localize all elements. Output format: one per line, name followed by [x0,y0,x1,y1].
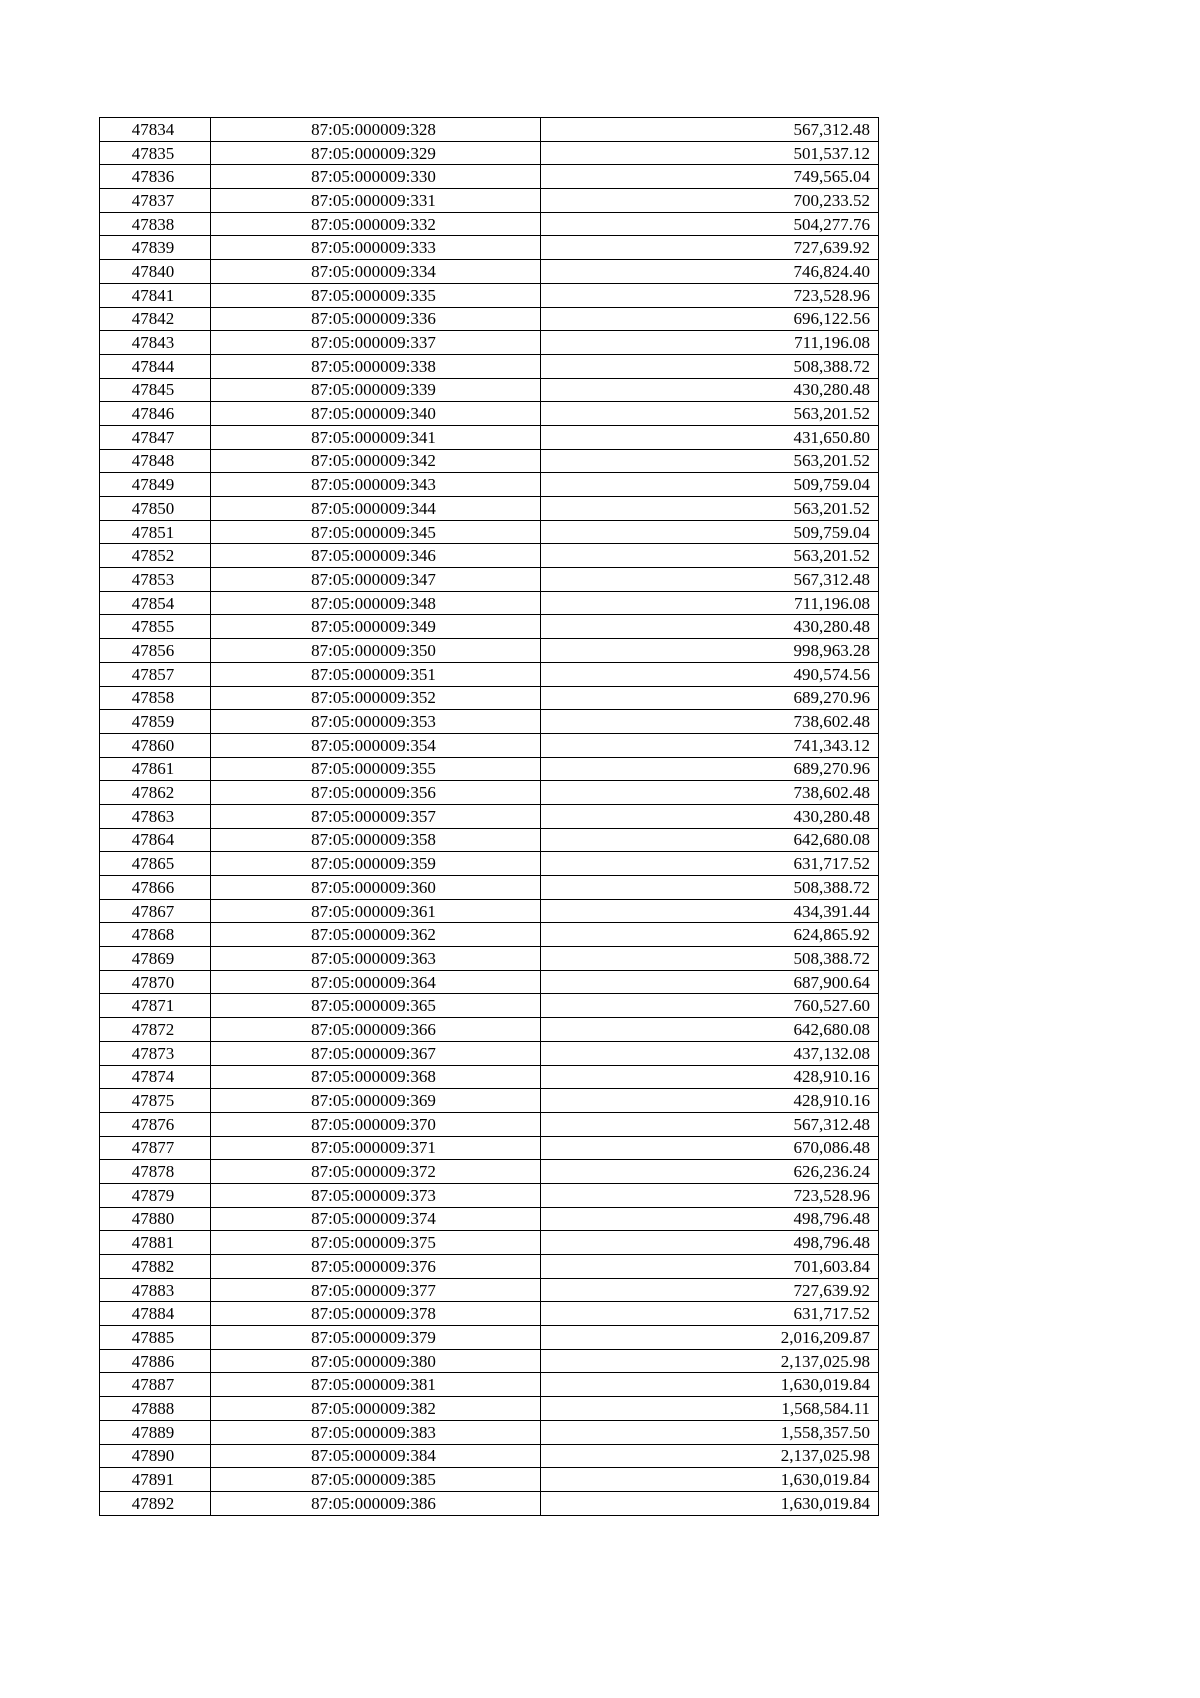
cadastral-number-cell: 87:05:000009:338 [211,354,541,378]
cadastral-number-cell: 87:05:000009:380 [211,1349,541,1373]
cadastral-number-cell: 87:05:000009:364 [211,970,541,994]
row-number-cell: 47891 [100,1468,211,1492]
table-row [100,852,879,876]
table-row [100,1397,879,1421]
data-table [99,117,879,1516]
table-row [100,947,879,971]
cadastral-number-cell: 87:05:000009:367 [211,1041,541,1065]
cadastral-number-cell: 87:05:000009:358 [211,828,541,852]
table-row [100,189,879,213]
cadastral-number-cell: 87:05:000009:375 [211,1231,541,1255]
cadastral-number-cell: 87:05:000009:342 [211,449,541,473]
table-row [100,1089,879,1113]
row-number-cell: 47846 [100,402,211,426]
cadastral-number-cell: 87:05:000009:372 [211,1160,541,1184]
row-number-cell: 47836 [100,165,211,189]
cadastral-number-cell: 87:05:000009:341 [211,425,541,449]
cadastral-number-cell: 87:05:000009:355 [211,757,541,781]
cadastral-number-cell: 87:05:000009:361 [211,899,541,923]
row-number-cell: 47877 [100,1136,211,1160]
cadastral-number-cell: 87:05:000009:329 [211,141,541,165]
value-cell: 701,603.84 [541,1255,879,1279]
row-number-cell: 47852 [100,544,211,568]
table-row [100,615,879,639]
value-cell: 711,196.08 [541,591,879,615]
table-row [100,568,879,592]
row-number-cell: 47849 [100,473,211,497]
table-row [100,283,879,307]
table-row [100,378,879,402]
value-cell: 2,137,025.98 [541,1349,879,1373]
cadastral-number-cell: 87:05:000009:339 [211,378,541,402]
value-cell: 563,201.52 [541,497,879,521]
table-row [100,497,879,521]
cadastral-number-cell: 87:05:000009:335 [211,283,541,307]
cadastral-number-cell: 87:05:000009:369 [211,1089,541,1113]
table-row [100,1160,879,1184]
cadastral-number-cell: 87:05:000009:373 [211,1183,541,1207]
row-number-cell: 47839 [100,236,211,260]
row-number-cell: 47853 [100,568,211,592]
value-cell: 490,574.56 [541,662,879,686]
cadastral-number-cell: 87:05:000009:368 [211,1065,541,1089]
row-number-cell: 47881 [100,1231,211,1255]
table-row [100,923,879,947]
cadastral-number-cell: 87:05:000009:359 [211,852,541,876]
value-cell: 2,137,025.98 [541,1444,879,1468]
table-row [100,994,879,1018]
row-number-cell: 47885 [100,1326,211,1350]
value-cell: 746,824.40 [541,260,879,284]
cadastral-number-cell: 87:05:000009:354 [211,733,541,757]
cadastral-number-cell: 87:05:000009:362 [211,923,541,947]
table-row [100,899,879,923]
row-number-cell: 47886 [100,1349,211,1373]
table-row [100,828,879,852]
table-row [100,1065,879,1089]
row-number-cell: 47892 [100,1491,211,1515]
table-row [100,402,879,426]
cadastral-number-cell: 87:05:000009:346 [211,544,541,568]
row-number-cell: 47864 [100,828,211,852]
cadastral-number-cell: 87:05:000009:377 [211,1278,541,1302]
table-row [100,307,879,331]
value-cell: 642,680.08 [541,1018,879,1042]
table-row [100,473,879,497]
row-number-cell: 47835 [100,141,211,165]
cadastral-number-cell: 87:05:000009:343 [211,473,541,497]
table-row [100,733,879,757]
row-number-cell: 47880 [100,1207,211,1231]
table-row [100,212,879,236]
table-row [100,1420,879,1444]
cadastral-number-cell: 87:05:000009:336 [211,307,541,331]
value-cell: 498,796.48 [541,1231,879,1255]
row-number-cell: 47866 [100,876,211,900]
table-row [100,1302,879,1326]
value-cell: 626,236.24 [541,1160,879,1184]
cadastral-number-cell: 87:05:000009:330 [211,165,541,189]
table-row [100,141,879,165]
value-cell: 741,343.12 [541,733,879,757]
table-row [100,710,879,734]
table-row [100,662,879,686]
cadastral-number-cell: 87:05:000009:352 [211,686,541,710]
table-row [100,1326,879,1350]
row-number-cell: 47888 [100,1397,211,1421]
table-row [100,425,879,449]
table-row [100,118,879,142]
value-cell: 700,233.52 [541,189,879,213]
cadastral-number-cell: 87:05:000009:340 [211,402,541,426]
value-cell: 696,122.56 [541,307,879,331]
row-number-cell: 47844 [100,354,211,378]
cadastral-number-cell: 87:05:000009:334 [211,260,541,284]
table-row [100,236,879,260]
cadastral-number-cell: 87:05:000009:333 [211,236,541,260]
table-row [100,591,879,615]
value-cell: 760,527.60 [541,994,879,1018]
row-number-cell: 47876 [100,1112,211,1136]
row-number-cell: 47857 [100,662,211,686]
row-number-cell: 47872 [100,1018,211,1042]
table-row [100,970,879,994]
value-cell: 563,201.52 [541,449,879,473]
row-number-cell: 47850 [100,497,211,521]
cadastral-number-cell: 87:05:000009:331 [211,189,541,213]
row-number-cell: 47840 [100,260,211,284]
value-cell: 509,759.04 [541,473,879,497]
value-cell: 723,528.96 [541,283,879,307]
table-row [100,1112,879,1136]
cadastral-number-cell: 87:05:000009:371 [211,1136,541,1160]
value-cell: 498,796.48 [541,1207,879,1231]
cadastral-number-cell: 87:05:000009:351 [211,662,541,686]
cadastral-number-cell: 87:05:000009:366 [211,1018,541,1042]
cadastral-number-cell: 87:05:000009:363 [211,947,541,971]
row-number-cell: 47847 [100,425,211,449]
row-number-cell: 47862 [100,781,211,805]
value-cell: 567,312.48 [541,568,879,592]
row-number-cell: 47843 [100,331,211,355]
value-cell: 1,558,357.50 [541,1420,879,1444]
value-cell: 567,312.48 [541,1112,879,1136]
cadastral-number-cell: 87:05:000009:353 [211,710,541,734]
table-row [100,331,879,355]
row-number-cell: 47848 [100,449,211,473]
row-number-cell: 47868 [100,923,211,947]
table-row [100,781,879,805]
cadastral-number-cell: 87:05:000009:350 [211,639,541,663]
value-cell: 431,650.80 [541,425,879,449]
value-cell: 1,630,019.84 [541,1491,879,1515]
value-cell: 727,639.92 [541,236,879,260]
row-number-cell: 47890 [100,1444,211,1468]
value-cell: 501,537.12 [541,141,879,165]
value-cell: 642,680.08 [541,828,879,852]
table-row [100,520,879,544]
cadastral-number-cell: 87:05:000009:382 [211,1397,541,1421]
row-number-cell: 47867 [100,899,211,923]
table-row [100,1231,879,1255]
row-number-cell: 47882 [100,1255,211,1279]
row-number-cell: 47875 [100,1089,211,1113]
table-body [100,118,879,1516]
row-number-cell: 47884 [100,1302,211,1326]
table-row [100,1136,879,1160]
row-number-cell: 47861 [100,757,211,781]
value-cell: 434,391.44 [541,899,879,923]
row-number-cell: 47855 [100,615,211,639]
value-cell: 749,565.04 [541,165,879,189]
value-cell: 1,630,019.84 [541,1468,879,1492]
row-number-cell: 47870 [100,970,211,994]
value-cell: 567,312.48 [541,118,879,142]
value-cell: 670,086.48 [541,1136,879,1160]
row-number-cell: 47871 [100,994,211,1018]
row-number-cell: 47889 [100,1420,211,1444]
value-cell: 1,630,019.84 [541,1373,879,1397]
row-number-cell: 47878 [100,1160,211,1184]
value-cell: 631,717.52 [541,852,879,876]
table-row [100,449,879,473]
cadastral-number-cell: 87:05:000009:360 [211,876,541,900]
value-cell: 727,639.92 [541,1278,879,1302]
cadastral-number-cell: 87:05:000009:344 [211,497,541,521]
value-cell: 563,201.52 [541,402,879,426]
row-number-cell: 47851 [100,520,211,544]
table-row [100,804,879,828]
cadastral-number-cell: 87:05:000009:374 [211,1207,541,1231]
cadastral-number-cell: 87:05:000009:348 [211,591,541,615]
table-row [100,1207,879,1231]
value-cell: 738,602.48 [541,710,879,734]
table-row [100,1183,879,1207]
value-cell: 631,717.52 [541,1302,879,1326]
value-cell: 998,963.28 [541,639,879,663]
value-cell: 689,270.96 [541,757,879,781]
row-number-cell: 47869 [100,947,211,971]
value-cell: 508,388.72 [541,947,879,971]
cadastral-number-cell: 87:05:000009:381 [211,1373,541,1397]
value-cell: 1,568,584.11 [541,1397,879,1421]
value-cell: 723,528.96 [541,1183,879,1207]
cadastral-number-cell: 87:05:000009:357 [211,804,541,828]
cadastral-number-cell: 87:05:000009:347 [211,568,541,592]
value-cell: 563,201.52 [541,544,879,568]
cadastral-number-cell: 87:05:000009:386 [211,1491,541,1515]
row-number-cell: 47860 [100,733,211,757]
value-cell: 437,132.08 [541,1041,879,1065]
cadastral-number-cell: 87:05:000009:385 [211,1468,541,1492]
value-cell: 430,280.48 [541,615,879,639]
value-cell: 428,910.16 [541,1065,879,1089]
table-row [100,1373,879,1397]
row-number-cell: 47879 [100,1183,211,1207]
row-number-cell: 47863 [100,804,211,828]
row-number-cell: 47854 [100,591,211,615]
table-row [100,1018,879,1042]
table-row [100,544,879,568]
table-row [100,1349,879,1373]
row-number-cell: 47873 [100,1041,211,1065]
cadastral-number-cell: 87:05:000009:378 [211,1302,541,1326]
value-cell: 509,759.04 [541,520,879,544]
row-number-cell: 47841 [100,283,211,307]
cadastral-number-cell: 87:05:000009:345 [211,520,541,544]
cadastral-number-cell: 87:05:000009:337 [211,331,541,355]
table-row [100,639,879,663]
row-number-cell: 47865 [100,852,211,876]
table-row [100,1468,879,1492]
cadastral-number-cell: 87:05:000009:383 [211,1420,541,1444]
row-number-cell: 47856 [100,639,211,663]
cadastral-number-cell: 87:05:000009:384 [211,1444,541,1468]
cadastral-number-cell: 87:05:000009:365 [211,994,541,1018]
value-cell: 430,280.48 [541,804,879,828]
value-cell: 508,388.72 [541,876,879,900]
row-number-cell: 47887 [100,1373,211,1397]
row-number-cell: 47874 [100,1065,211,1089]
value-cell: 504,277.76 [541,212,879,236]
table-row [100,1491,879,1515]
cadastral-number-cell: 87:05:000009:332 [211,212,541,236]
table-row [100,260,879,284]
value-cell: 2,016,209.87 [541,1326,879,1350]
table-row [100,1041,879,1065]
table-row [100,1255,879,1279]
value-cell: 689,270.96 [541,686,879,710]
cadastral-number-cell: 87:05:000009:349 [211,615,541,639]
cadastral-number-cell: 87:05:000009:370 [211,1112,541,1136]
cadastral-number-cell: 87:05:000009:376 [211,1255,541,1279]
row-number-cell: 47859 [100,710,211,734]
value-cell: 738,602.48 [541,781,879,805]
table-row [100,757,879,781]
row-number-cell: 47838 [100,212,211,236]
table-row [100,1278,879,1302]
row-number-cell: 47834 [100,118,211,142]
value-cell: 711,196.08 [541,331,879,355]
table-row [100,165,879,189]
value-cell: 624,865.92 [541,923,879,947]
table-row [100,876,879,900]
row-number-cell: 47842 [100,307,211,331]
table-row [100,354,879,378]
cadastral-number-cell: 87:05:000009:328 [211,118,541,142]
row-number-cell: 47883 [100,1278,211,1302]
row-number-cell: 47837 [100,189,211,213]
value-cell: 430,280.48 [541,378,879,402]
value-cell: 687,900.64 [541,970,879,994]
row-number-cell: 47858 [100,686,211,710]
value-cell: 428,910.16 [541,1089,879,1113]
cadastral-number-cell: 87:05:000009:356 [211,781,541,805]
row-number-cell: 47845 [100,378,211,402]
table-row [100,1444,879,1468]
table-row [100,686,879,710]
value-cell: 508,388.72 [541,354,879,378]
cadastral-number-cell: 87:05:000009:379 [211,1326,541,1350]
